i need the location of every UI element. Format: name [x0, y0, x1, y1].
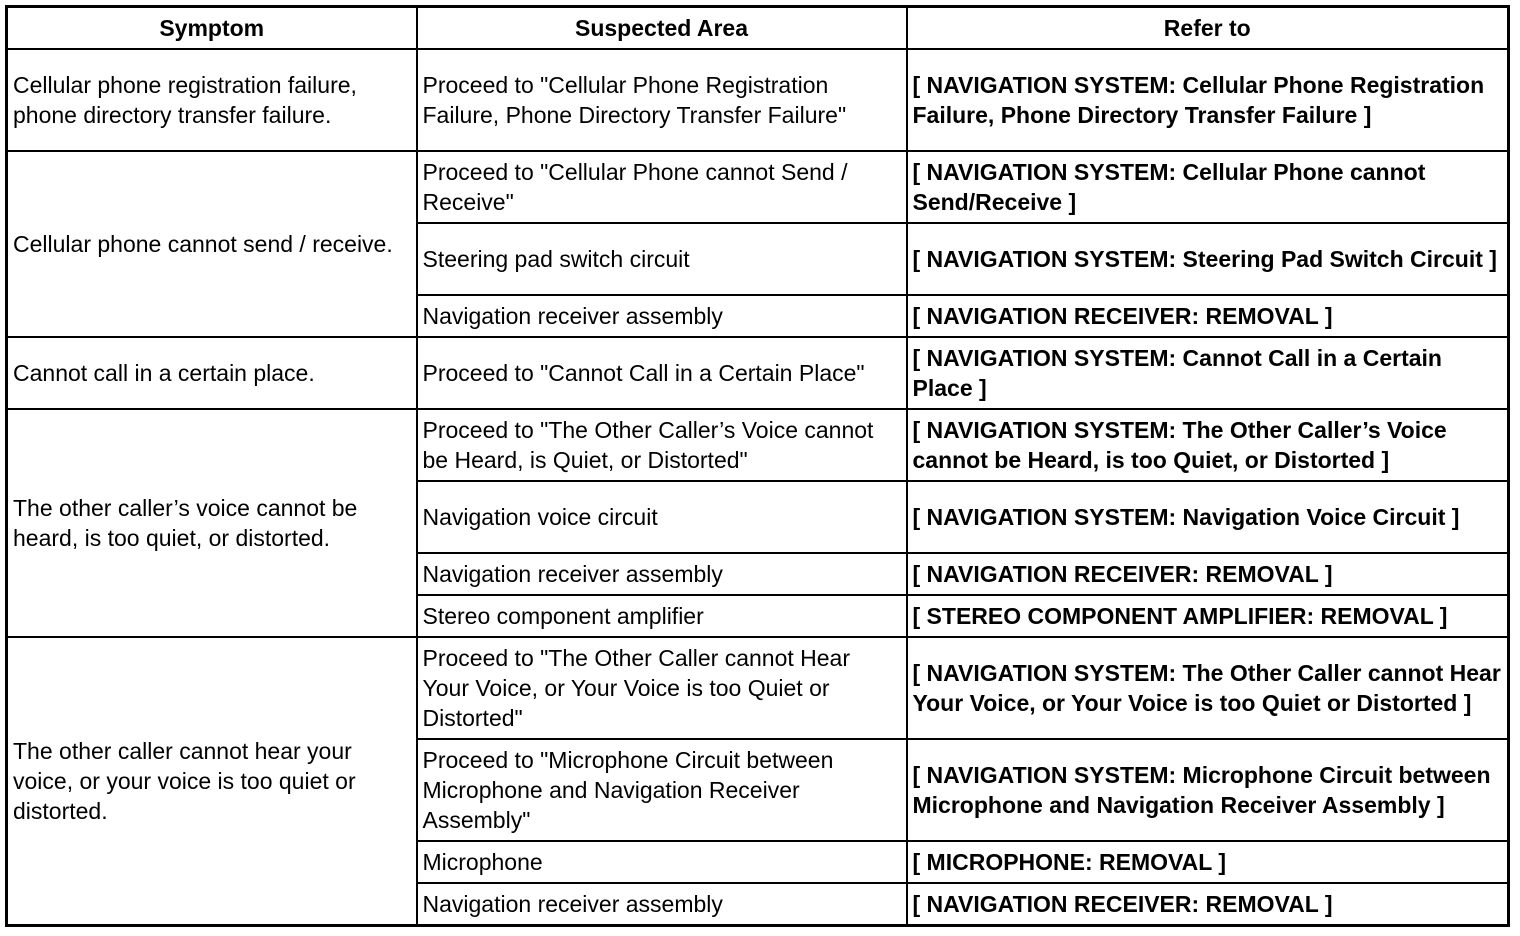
problem-symptoms-table-container: [5, 5, 1510, 927]
header-symptom: Symptom: [7, 7, 417, 50]
symptom-cell: Cellular phone registration failure, phone directory transfer failure.: [7, 49, 417, 151]
refer-to-link[interactable]: [ NAVIGATION SYSTEM: Navigation Voice Circuit ]: [907, 481, 1509, 553]
suspected-area-cell: Proceed to "Cellular Phone cannot Send / Receive": [417, 151, 907, 223]
refer-to-link[interactable]: [ NAVIGATION SYSTEM: Cellular Phone cannot Send/Receive ]: [907, 151, 1509, 223]
symptom-cell: The other caller cannot hear your voice, or your voice is too quiet or distorted.: [7, 637, 417, 926]
suspected-area-cell: Proceed to "The Other Caller’s Voice cannot be Heard, is Quiet, or Distorted": [417, 409, 907, 481]
suspected-area-cell: Proceed to "Microphone Circuit between Microphone and Navigation Receiver Assembly": [417, 739, 907, 841]
refer-to-link[interactable]: [ NAVIGATION SYSTEM: Cannot Call in a Certain Place ]: [907, 337, 1509, 409]
refer-to-link[interactable]: [ NAVIGATION SYSTEM: The Other Caller cannot Hear Your Voice, or Your Voice is too Quiet or Distorted ]: [907, 637, 1509, 739]
suspected-area-cell: Proceed to "The Other Caller cannot Hear Your Voice, or Your Voice is too Quiet or Distorted": [417, 637, 907, 739]
header-suspected-area: Suspected Area: [417, 7, 907, 50]
refer-to-link[interactable]: [ NAVIGATION RECEIVER: REMOVAL ]: [907, 883, 1509, 926]
refer-to-link[interactable]: [ MICROPHONE: REMOVAL ]: [907, 841, 1509, 883]
refer-to-link[interactable]: [ NAVIGATION SYSTEM: Cellular Phone Registration Failure, Phone Directory Transfer Failure ]: [907, 49, 1509, 151]
suspected-area-cell: Proceed to "Cannot Call in a Certain Place": [417, 337, 907, 409]
symptom-cell: Cellular phone cannot send / receive.: [7, 151, 417, 337]
suspected-area-cell: Navigation receiver assembly: [417, 553, 907, 595]
suspected-area-cell: Navigation receiver assembly: [417, 295, 907, 337]
refer-to-link[interactable]: [ NAVIGATION SYSTEM: Microphone Circuit between Microphone and Navigation Receiver Assembly ]: [907, 739, 1509, 841]
header-refer-to: Refer to: [907, 7, 1509, 50]
refer-to-link[interactable]: [ STEREO COMPONENT AMPLIFIER: REMOVAL ]: [907, 595, 1509, 637]
symptom-cell: Cannot call in a certain place.: [7, 337, 417, 409]
symptom-cell: The other caller’s voice cannot be heard, is too quiet, or distorted.: [7, 409, 417, 637]
suspected-area-cell: Steering pad switch circuit: [417, 223, 907, 295]
suspected-area-cell: Proceed to "Cellular Phone Registration Failure, Phone Directory Transfer Failure": [417, 49, 907, 151]
refer-to-link[interactable]: [ NAVIGATION RECEIVER: REMOVAL ]: [907, 295, 1509, 337]
suspected-area-cell: Navigation voice circuit: [417, 481, 907, 553]
suspected-area-cell: Microphone: [417, 841, 907, 883]
table-row: [7, 637, 1509, 739]
table-row: [7, 151, 1509, 223]
header-row: [7, 7, 1509, 50]
table-row: [7, 337, 1509, 409]
suspected-area-cell: Stereo component amplifier: [417, 595, 907, 637]
problem-symptoms-table: [5, 5, 1510, 927]
table-row: [7, 49, 1509, 151]
refer-to-link[interactable]: [ NAVIGATION SYSTEM: Steering Pad Switch Circuit ]: [907, 223, 1509, 295]
refer-to-link[interactable]: [ NAVIGATION SYSTEM: The Other Caller’s Voice cannot be Heard, is too Quiet, or Distorted ]: [907, 409, 1509, 481]
table-row: [7, 409, 1509, 481]
refer-to-link[interactable]: [ NAVIGATION RECEIVER: REMOVAL ]: [907, 553, 1509, 595]
suspected-area-cell: Navigation receiver assembly: [417, 883, 907, 926]
